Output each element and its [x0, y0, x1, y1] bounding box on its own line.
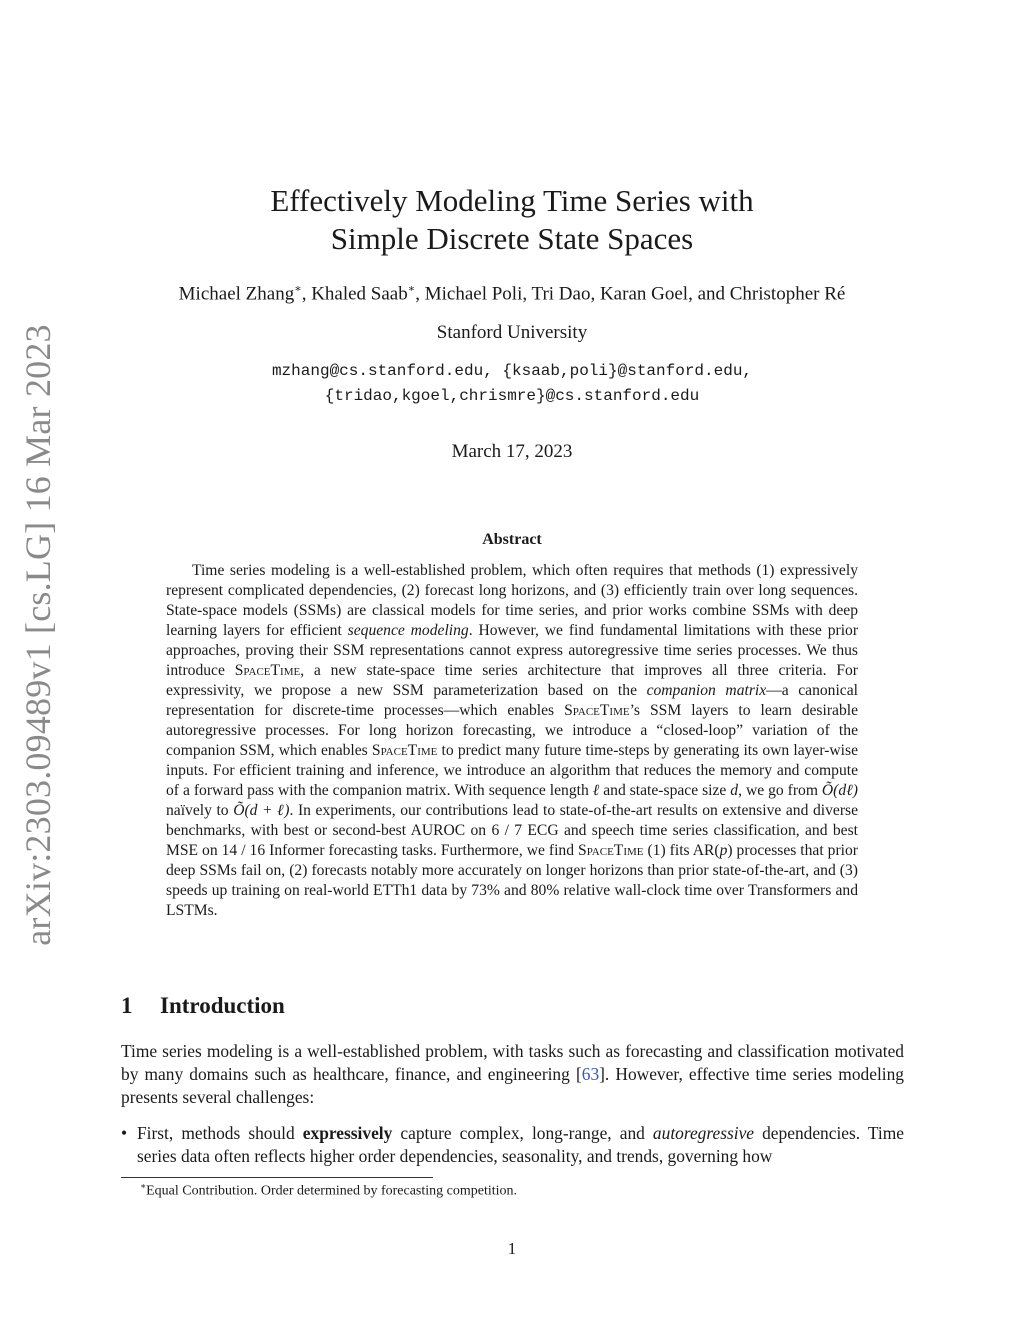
bullet-icon: •: [121, 1123, 128, 1143]
email-line-2: {tridao,kgoel,chrismre}@cs.stanford.edu: [324, 387, 700, 405]
intro-paragraph: Time series modeling is a well-established problem, with tasks such as forecasting and classification motivated by many domains such as healthcare, finance, and engineering [63]. However, effective time series modeling presents several challenges:: [121, 1041, 904, 1107]
math-complexity-naive: Õ(dℓ): [821, 782, 858, 799]
abstract-body: Time series modeling is a well-established problem, which often requires that methods (1) expressively represent complicated dependencies, (2) forecast long horizons, and (3) efficiently train over long sequences. State-space models (SSMs) are classical models for time series, and prior works combine SSMs with deep learning layers for efficient sequence modeling. However, we find fundamental limitations with these prior approaches, proving their SSM representations cannot express autoregressive time series processes. We thus introduce SpaceTime, a new state-space time series architecture that improves all three criteria. For expressivity, we propose a new SSM parameterization based on the companion matrix—a canonical representation for discrete-time processes—which enables SpaceTime’s SSM layers to learn desirable autoregressive processes. For long horizon forecasting, we introduce a “closed-loop” variation of the companion SSM, which enables SpaceTime to predict many future time-steps by generating its own layer-wise inputs. For efficient training and inference, we introduce an algorithm that reduces the memory and compute of a forward pass with the companion matrix. With sequence length ℓ and state-space size d, we go from Õ(dℓ) naïvely to Õ(d + ℓ). In experiments, our contributions lead to state-of-the-art results on extensive and diverse benchmarks, with best or second-best AUROC on 6 / 7 ECG and speech time series classification, and best MSE on 14 / 16 Informer forecasting tasks. Furthermore, we find SpaceTime (1) fits AR(p) processes that prior deep SSMs fail on, (2) forecasts notably more accurately on longer horizons than prior state-of-the-art, and (3) speeds up training on real-world ETTh1 data by 73% and 80% relative wall-clock time over Transformers and LSTMs.: [166, 562, 859, 919]
method-name-spacetime: SpaceTime: [578, 842, 644, 859]
email-line-1: mzhang@cs.stanford.edu, {ksaab,poli}@stanford.edu,: [271, 362, 753, 380]
author-names-rest: Michael Poli, Tri Dao, Karan Goel, and Christopher Ré: [424, 283, 846, 305]
footnote-divider: [121, 1177, 433, 1178]
paper-title: [0, 182, 1024, 258]
math-complexity-ours: Õ(d + ℓ): [233, 802, 290, 819]
math-d: d: [730, 782, 739, 799]
footnote: [140, 1181, 517, 1200]
author-emails: [0, 359, 1024, 409]
arxiv-identifier-stamp: [8, 320, 68, 950]
math-ell: ℓ: [592, 782, 600, 799]
emphasis-companion-matrix: companion matrix: [646, 682, 767, 699]
page-number: 1: [507, 1239, 517, 1258]
method-name-spacetime: SpaceTime: [564, 702, 630, 719]
author-name: Michael Zhang: [178, 283, 295, 305]
title-line-2: Simple Discrete State Spaces: [330, 221, 694, 256]
abstract-heading: Abstract: [482, 531, 542, 548]
challenge-list: [121, 1122, 904, 1168]
author-list: Michael Zhang∗, Khaled Saab∗, Michael Poli, Tri Dao, Karan Goel, and Christopher Ré: [178, 283, 846, 305]
footnote-text: Equal Contribution. Order determined by forecasting competition.: [146, 1183, 518, 1199]
emphasis-sequence-modeling: sequence modeling: [347, 622, 469, 639]
list-item: • First, methods should expressively capture complex, long-range, and autoregressive dependencies. Time series data often reflects higher order dependencies, seasonality, and trends, governing how: [121, 1123, 904, 1166]
equal-contribution-mark: ∗: [407, 283, 416, 295]
arxiv-identifier-text: arXiv:2303.09489v1 [cs.LG] 16 Mar 2023: [18, 324, 58, 946]
title-line-1: Effectively Modeling Time Series with: [270, 183, 754, 218]
method-name-spacetime: SpaceTime: [371, 742, 438, 759]
emphasis-autoregressive: autoregressive: [652, 1123, 755, 1143]
author-name: Khaled Saab: [311, 283, 408, 305]
method-name-spacetime: SpaceTime: [234, 662, 301, 679]
section-number: 1: [121, 993, 133, 1018]
footnote-mark: ∗: [140, 1181, 147, 1191]
bold-expressively: expressively: [302, 1123, 393, 1143]
publication-date: March 17, 2023: [451, 441, 573, 462]
equal-contribution-mark: ∗: [294, 283, 302, 295]
math-p: p: [719, 842, 728, 859]
section-heading-introduction: [121, 993, 285, 1019]
affiliation: Stanford University: [436, 322, 588, 343]
section-title: Introduction: [160, 993, 285, 1018]
citation-link[interactable]: 63: [581, 1064, 600, 1084]
